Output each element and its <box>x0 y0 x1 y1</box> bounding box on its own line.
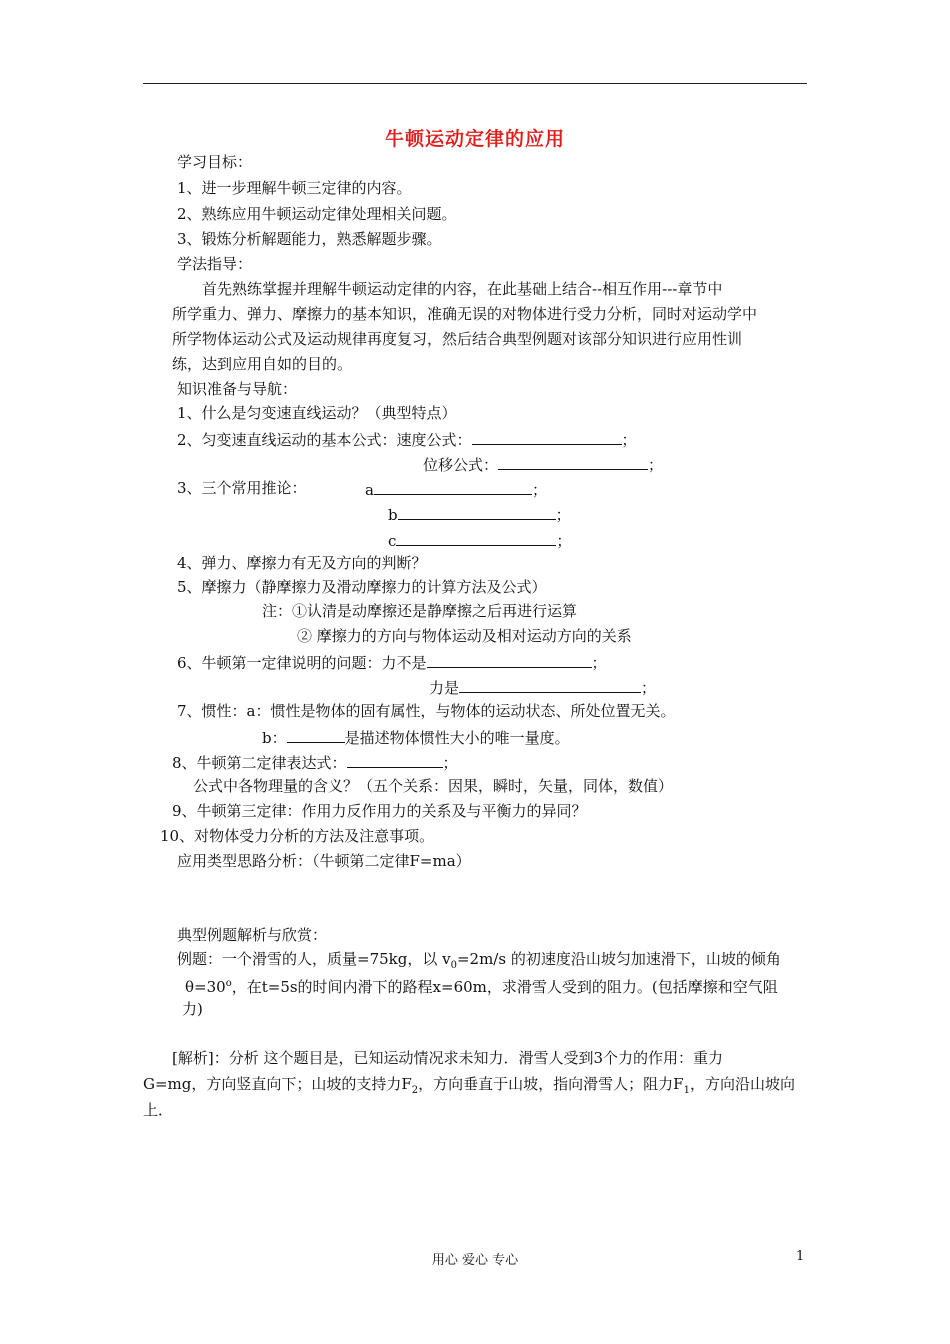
q8-label: 8、牛顿第二定律表达式： <box>172 754 347 772</box>
corollary-b-label: b <box>388 506 398 524</box>
velocity-formula-blank <box>472 428 622 445</box>
example-l1a: 例题：一个滑雪的人，质量=75kg，以 v <box>177 950 451 968</box>
semicolon: ； <box>555 506 571 524</box>
q6-not-blank <box>427 651 592 668</box>
corollary-c <box>388 529 571 551</box>
semicolon: ； <box>442 754 458 772</box>
prep-heading: 知识准备与导航： <box>177 380 298 398</box>
semicolon: ； <box>531 481 547 499</box>
corollary-a <box>365 478 547 500</box>
goal-item: 1、进一步理解牛顿三定律的内容。 <box>177 179 412 197</box>
page-number: 1 <box>796 1249 805 1264</box>
page-footer: 用心 爱心 专心 <box>431 1253 519 1268</box>
method-line: 所学重力、弹力、摩擦力的基本知识，准确无误的对物体进行受力分析，同时对运动学中 <box>172 305 758 323</box>
prep-note1: 注：①认清是动摩擦还是静摩擦之后再进行运算 <box>262 602 578 620</box>
prep-q9: 9、牛顿第三定律：作用力反作用力的关系及与平衡力的异同？ <box>172 802 587 820</box>
method-line: 练，达到应用自如的目的。 <box>172 355 353 373</box>
corollary-a-blank <box>374 478 532 495</box>
prep-q7b <box>262 726 570 748</box>
method-heading: 学法指导： <box>177 255 253 273</box>
corollary-b-blank <box>398 503 556 520</box>
prep-apply <box>177 851 471 871</box>
prep-note2: ② 摩擦力的方向与物体运动及相对运动方向的关系 <box>297 627 632 645</box>
corollary-c-label: c <box>388 532 397 550</box>
prep-q1: 1、什么是匀变速直线运动？（典型特点） <box>177 404 457 422</box>
prep-q8 <box>172 751 458 773</box>
q7b-text: 是描述物体惯性大小的唯一量度。 <box>344 729 570 747</box>
prep-q2-velocity <box>177 428 637 450</box>
header-rule <box>143 83 807 84</box>
semicolon: ； <box>621 431 637 449</box>
solution-sub-1: 1 <box>683 1085 690 1096</box>
q7b-blank <box>287 726 345 743</box>
solution-l2b: ，方向垂直于山坡，指向滑雪人；阻力F <box>418 1075 684 1093</box>
semicolon: ； <box>648 456 664 474</box>
prep-q2-label: 2、匀变速直线运动的基本公式：速度公式： <box>177 431 472 449</box>
corollary-c-blank <box>396 529 556 546</box>
semicolon: ； <box>591 654 607 672</box>
goal-item: 3、锻炼分析解题能力，熟悉解题步骤。 <box>177 230 442 248</box>
goal-item: 2、熟练应用牛顿运动定律处理相关问题。 <box>177 205 457 223</box>
solution-l2c: ，方向沿山坡向 <box>689 1075 795 1093</box>
prep-q10: 10、对物体受力分析的方法及注意事项。 <box>160 827 435 845</box>
solution-l2a: G=mg，方向竖直向下；山坡的支持力F <box>143 1075 412 1093</box>
prep-q7a: 7、惯性：a：惯性是物体的固有属性，与物体的运动状态、所处位置无关。 <box>177 702 676 720</box>
prep-q2-displacement <box>423 453 663 475</box>
prep-q5: 5、摩擦力（静摩擦力及滑动摩擦力的计算方法及公式） <box>177 578 547 596</box>
q6-is-blank <box>459 676 641 693</box>
example-line <box>185 974 778 997</box>
solution-sub-2: 2 <box>411 1085 419 1096</box>
prep-q4: 4、弹力、摩擦力有无及方向的判断？ <box>177 554 427 572</box>
example-heading: 典型例题解析与欣赏： <box>177 926 328 944</box>
prep-q6-is <box>429 676 656 698</box>
q6-label: 6、牛顿第一定律说明的问题：力不是 <box>177 654 427 672</box>
solution-line: 上． <box>143 1101 174 1119</box>
solution-line <box>143 1074 795 1101</box>
q8-blank <box>347 751 443 768</box>
semicolon: ； <box>641 679 657 697</box>
goals-heading: 学习目标： <box>177 153 253 171</box>
q6b-label: 力是 <box>429 679 460 697</box>
prep-q8b: 公式中各物理量的含义？（五个关系：因果，瞬时，矢量，同体，数值） <box>193 777 674 795</box>
corollary-b <box>388 503 571 525</box>
apply-pre: 应用类型思路分析：（牛顿第 <box>177 852 365 870</box>
example-l2a: θ=30 <box>185 978 226 996</box>
page-title: 牛顿运动定律的应用 <box>384 128 565 150</box>
example-l2-sup: o <box>225 978 232 989</box>
prep-q3: 3、三个常用推论： <box>177 479 307 497</box>
solution-line: [解析]：分析 这个题目是，已知运动情况求未知力．滑雪人受到3个力的作用：重力 <box>172 1049 724 1067</box>
method-line: 首先熟练掌握并理解牛顿运动定律的内容，在此基础上结合--相互作用---章节中 <box>202 280 723 298</box>
semicolon: ； <box>556 532 572 550</box>
apply-post: 二定律F=ma） <box>364 852 471 870</box>
example-line: 力) <box>182 1000 203 1018</box>
prep-q6-not <box>177 651 607 673</box>
displacement-formula-blank <box>498 453 648 470</box>
example-l2b: ，在t=5s的时间内滑下的路程x=60m，求滑雪人受到的阻力。(包括摩擦和空气阻 <box>231 978 778 996</box>
corollary-a-label: a <box>365 481 374 499</box>
displacement-label: 位移公式： <box>423 456 499 474</box>
q7b-label: b： <box>262 729 287 747</box>
example-l1b: =2m/s 的初速度沿山坡匀加速滑下，山坡的倾角 <box>456 950 781 968</box>
example-line <box>177 949 781 976</box>
method-line: 所学物体运动公式及运动规律再度复习，然后结合典型例题对该部分知识进行应用性训 <box>172 330 743 348</box>
example-l1-sub: 0 <box>450 960 457 971</box>
